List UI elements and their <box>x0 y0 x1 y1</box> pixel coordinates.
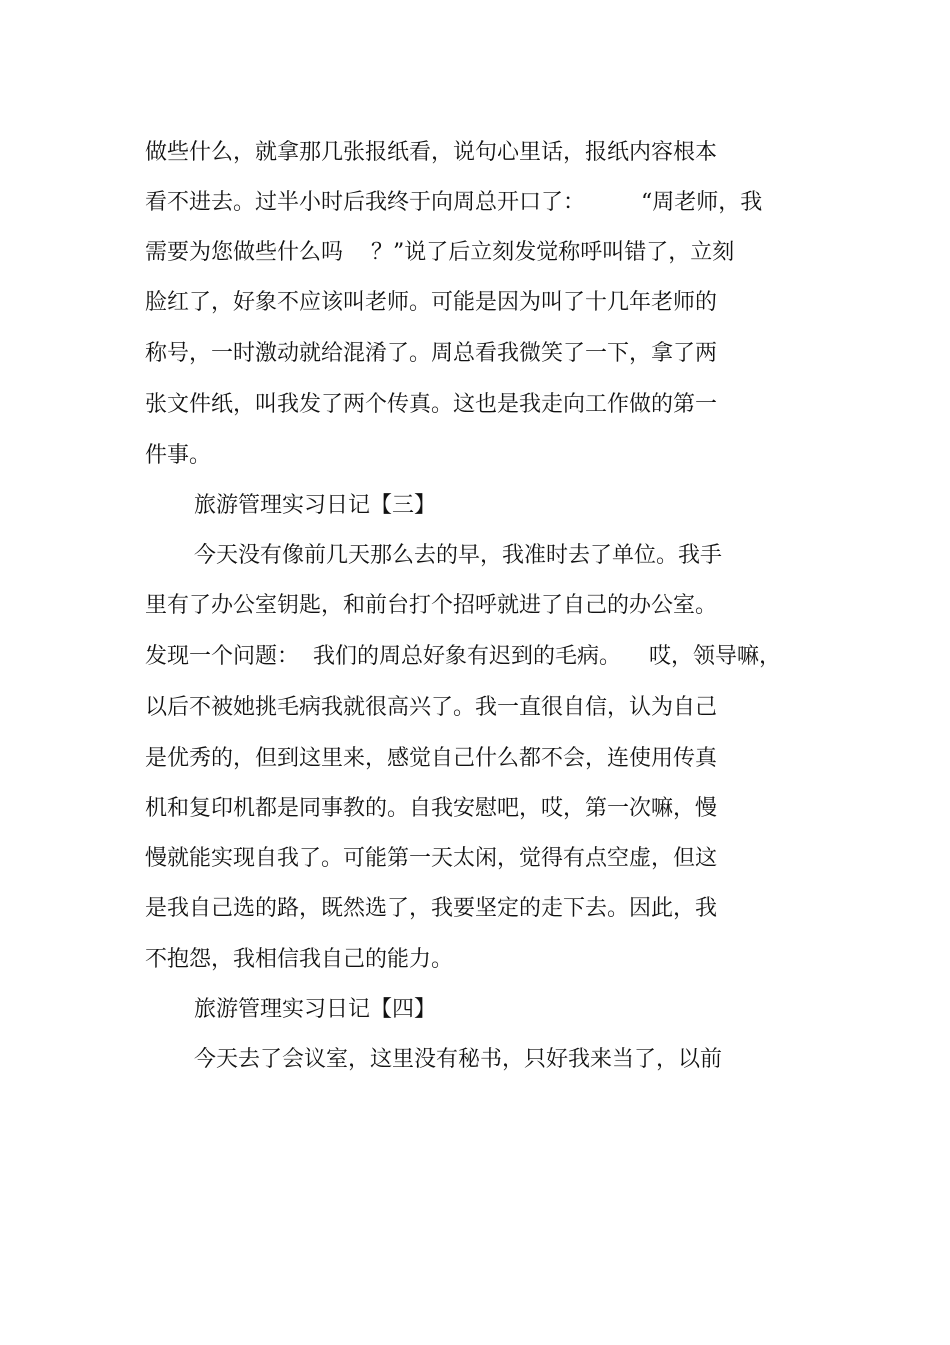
section-heading: 旅游管理实习日记【四】 <box>194 997 437 1022</box>
paragraph-line: 做些什么，就拿那几张报纸看，说句心里话，报纸内容根本 <box>145 140 718 165</box>
paragraph-line: 脸红了，好象不应该叫老师。可能是因为叫了十几年老师的 <box>145 290 718 315</box>
paragraph-line: 件事。 <box>145 443 212 468</box>
paragraph-line: 今天没有像前几天那么去的早，我准时去了单位。我手 <box>194 543 723 568</box>
paragraph-line: 是我自己选的路，既然选了，我要坚定的走下去。因此，我 <box>145 896 718 921</box>
paragraph-line: 发现一个问题： 我们的周总好象有迟到的毛病。 哎，领导嘛， <box>145 644 781 669</box>
paragraph-line: 是优秀的，但到这里来，感觉自己什么都不会，连使用传真 <box>145 746 718 771</box>
paragraph-line: 机和复印机都是同事教的。自我安慰吧，哎，第一次嘛，慢 <box>145 796 718 821</box>
section-heading: 旅游管理实习日记【三】 <box>194 493 437 518</box>
paragraph-line: 称号，一时激动就给混淆了。周总看我微笑了一下，拿了两 <box>145 341 718 366</box>
paragraph-line: 慢就能实现自我了。可能第一天太闲，觉得有点空虚，但这 <box>145 846 718 871</box>
paragraph-line: 以后不被她挑毛病我就很高兴了。我一直很自信，认为自己 <box>145 695 718 720</box>
paragraph-line: 看不进去。过半小时后我终于向周总开口了： “周老师，我 <box>145 190 763 215</box>
paragraph-line: 需要为您做些什么吗 ？”说了后立刻发觉称呼叫错了，立刻 <box>145 240 735 265</box>
paragraph-line: 里有了办公室钥匙，和前台打个招呼就进了自己的办公室。 <box>145 593 718 618</box>
paragraph-line: 今天去了会议室，这里没有秘书，只好我来当了，以前 <box>194 1047 723 1072</box>
paragraph-line: 不抱怨，我相信我自己的能力。 <box>145 947 454 972</box>
paragraph-line: 张文件纸，叫我发了两个传真。这也是我走向工作做的第一 <box>145 392 718 417</box>
